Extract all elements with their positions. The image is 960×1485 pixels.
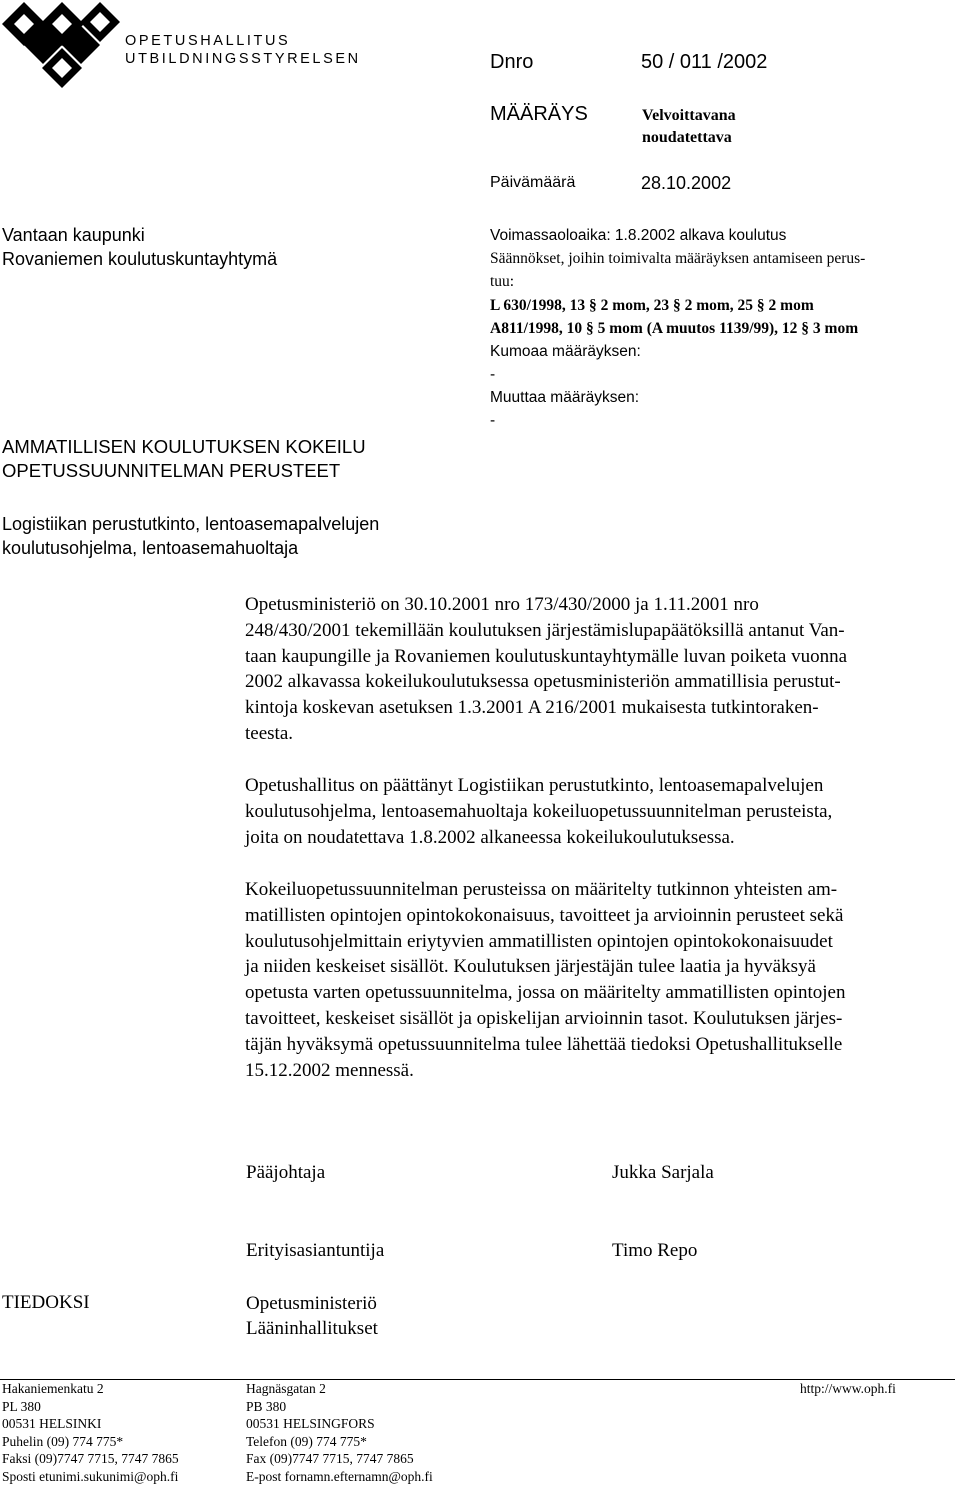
paragraph-line: kintoja koskevan asetuksen 1.3.2001 A 216/2001 mukaisesta tutkintoraken- bbox=[245, 695, 957, 721]
opetushallitus-logo bbox=[0, 0, 122, 92]
footer-line: PB 380 bbox=[246, 1398, 433, 1416]
paragraph-line: teesta. bbox=[245, 721, 957, 747]
footer-line: Hakaniemenkatu 2 bbox=[2, 1380, 179, 1398]
footer-line: E-post fornamn.efternamn@oph.fi bbox=[246, 1468, 433, 1485]
footer-line: Puhelin (09) 774 775* bbox=[2, 1433, 179, 1451]
paragraph-line: Opetushallitus on päättänyt Logistiikan perustutkinto, lentoasemapalvelujen bbox=[245, 773, 957, 799]
paragraph-decision-background bbox=[245, 592, 957, 747]
date-label: Päivämäärä bbox=[490, 174, 575, 192]
paragraph-line: joita on noudatettava 1.8.2002 alkaneessa kokeilukoulutuksessa. bbox=[245, 825, 957, 851]
footer-line: Fax (09)7747 7715, 7747 7865 bbox=[246, 1450, 433, 1468]
footer-line: 00531 HELSINKI bbox=[2, 1415, 179, 1433]
footer-line: Faksi (09)7747 7715, 7747 7865 bbox=[2, 1450, 179, 1468]
binding-line2: noudatettava bbox=[642, 129, 732, 147]
footer-line: Telefon (09) 774 775* bbox=[246, 1433, 433, 1451]
paragraph-line: matillisten opintojen opintokokonaisuus, tavoitteet ja arvioinnin perusteet sekä bbox=[245, 903, 957, 929]
footer-address-sv bbox=[246, 1380, 433, 1485]
footer-line: 00531 HELSINGFORS bbox=[246, 1415, 433, 1433]
paragraph-line: Kokeiluopetussuunnitelman perusteissa on määritelty tutkinnon yhteisten am- bbox=[245, 877, 957, 903]
paragraph-line: koulutusohjelma, lentoasemahuoltaja kokeiluopetussuunnitelman perusteista, bbox=[245, 799, 957, 825]
signatory-name-1: Jukka Sarjala bbox=[612, 1162, 714, 1184]
paragraph-curriculum bbox=[245, 877, 957, 1083]
signatory-name-2: Timo Repo bbox=[612, 1240, 697, 1262]
law-reference-2: A811/1998, 10 § 5 mom (A muutos 1139/99), 12 § 3 mom bbox=[490, 320, 858, 338]
footer-line: Sposti etunimi.sukunimi@oph.fi bbox=[2, 1468, 179, 1485]
program-line2: koulutusohjelma, lentoasemahuoltaja bbox=[2, 538, 298, 559]
paragraph-line: koulutusohjelmittain eriytyvien ammatillisten opintojen opintokokonaisuudet bbox=[245, 929, 957, 955]
paragraph-line: taan kaupungille ja Rovaniemen koulutuskuntayhtymälle luvan poiketa vuonna bbox=[245, 644, 957, 670]
paragraph-decision bbox=[245, 773, 957, 850]
distribution-label: TIEDOKSI bbox=[2, 1292, 90, 1314]
amends-label: Muuttaa määräyksen: bbox=[490, 389, 639, 407]
paragraph-line: 248/430/2001 tekemillään koulutuksen järjestämislupapäätöksillä antanut Van- bbox=[245, 618, 957, 644]
footer-line: Hagnäsgatan 2 bbox=[246, 1380, 433, 1398]
dnro-label: Dnro bbox=[490, 51, 533, 74]
subject-line2: OPETUSSUUNNITELMAN PERUSTEET bbox=[2, 460, 340, 482]
dnro-value: 50 / 011 /2002 bbox=[641, 51, 767, 74]
document-type: MÄÄRÄYS bbox=[490, 103, 588, 126]
subject-line1: AMMATILLISEN KOULUTUKSEN KOKEILU bbox=[2, 436, 366, 458]
amends-value: - bbox=[490, 412, 495, 430]
program-line1: Logistiikan perustutkinto, lentoasemapalvelujen bbox=[2, 514, 379, 535]
law-reference-1: L 630/1998, 13 § 2 mom, 23 § 2 mom, 25 § 2 mom bbox=[490, 297, 814, 315]
signatory-title-2: Erityisasiantuntija bbox=[246, 1240, 384, 1262]
paragraph-line: täjän hyväksymä opetussuunnitelma tulee lähettää tiedoksi Opetushallitukselle bbox=[245, 1032, 957, 1058]
binding-line1: Velvoittavana bbox=[642, 107, 736, 125]
statutes-line1: Säännökset, joihin toimivalta määräyksen antamiseen perus- bbox=[490, 250, 865, 268]
distribution-item-1: Opetusministeriö bbox=[246, 1293, 377, 1315]
recipient-line1: Vantaan kaupunki bbox=[2, 225, 145, 246]
repeals-label: Kumoaa määräyksen: bbox=[490, 343, 641, 361]
org-name-sv: UTBILDNINGSSTYRELSEN bbox=[125, 51, 361, 67]
paragraph-line: tavoitteet, keskeiset sisällöt ja opiskelijan arvioinnin tasot. Koulutuksen järjes- bbox=[245, 1006, 957, 1032]
recipient-line2: Rovaniemen koulutuskuntayhtymä bbox=[2, 249, 277, 270]
footer-line: PL 380 bbox=[2, 1398, 179, 1416]
distribution-item-2: Lääninhallitukset bbox=[246, 1318, 378, 1340]
validity-period: Voimassaoloaika: 1.8.2002 alkava koulutus bbox=[490, 227, 786, 245]
repeals-value: - bbox=[490, 366, 495, 384]
paragraph-line: ja niiden keskeiset sisällöt. Koulutuksen järjestäjän tulee laatia ja hyväksyä bbox=[245, 954, 957, 980]
statutes-line2: tuu: bbox=[490, 273, 514, 291]
signatory-title-1: Pääjohtaja bbox=[246, 1162, 325, 1184]
paragraph-line: 2002 alkavassa kokeilukoulutuksessa opetusministeriön ammatillisia perustut- bbox=[245, 669, 957, 695]
footer-website-link[interactable]: http://www.oph.fi bbox=[800, 1380, 896, 1398]
paragraph-line: 15.12.2002 mennessä. bbox=[245, 1058, 957, 1084]
paragraph-line: Opetusministeriö on 30.10.2001 nro 173/430/2000 ja 1.11.2001 nro bbox=[245, 592, 957, 618]
org-name-fi: OPETUSHALLITUS bbox=[125, 33, 290, 49]
footer-address-fi bbox=[2, 1380, 179, 1485]
paragraph-line: opetusta varten opetussuunnitelma, jossa on määritelty ammatillisten opintojen bbox=[245, 980, 957, 1006]
date-value: 28.10.2002 bbox=[641, 173, 731, 194]
